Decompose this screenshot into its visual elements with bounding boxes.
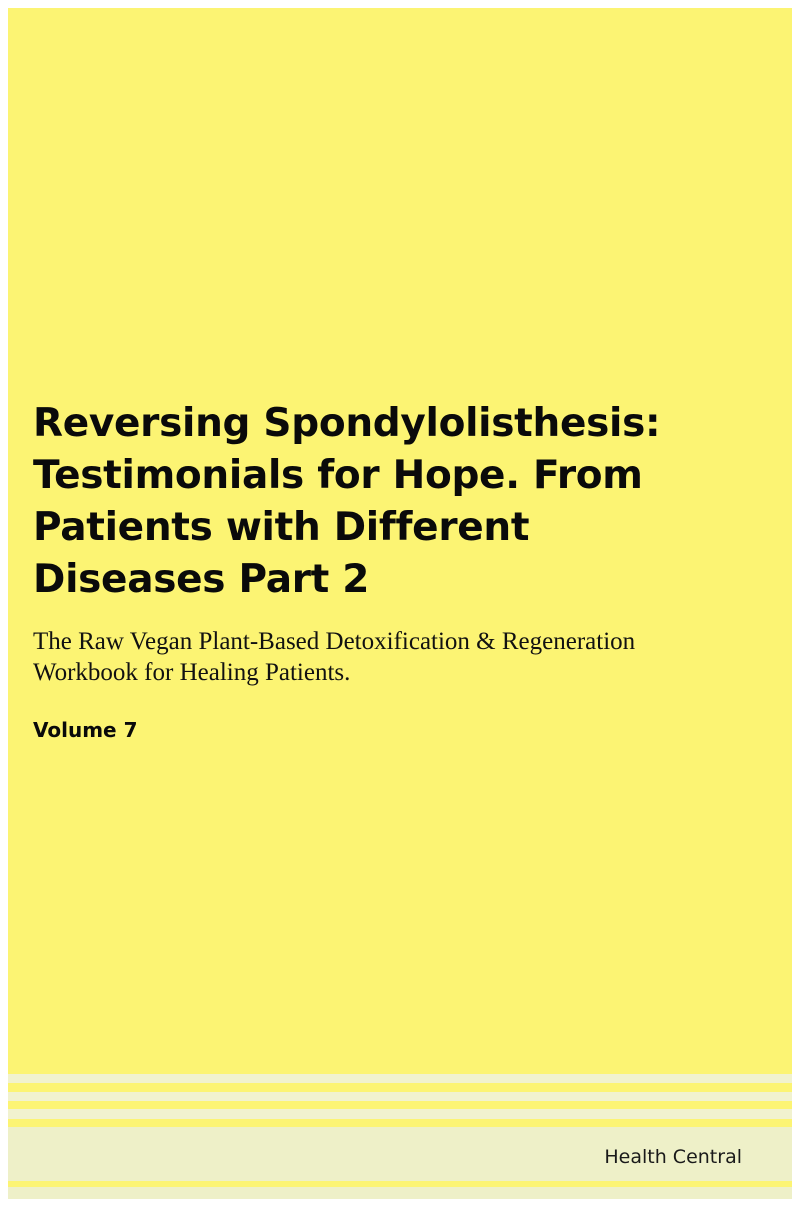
stripe-6 bbox=[8, 1119, 792, 1127]
stripe-5 bbox=[8, 1109, 792, 1119]
book-volume: Volume 7 bbox=[33, 718, 138, 742]
stripe-4 bbox=[8, 1101, 792, 1109]
decorative-stripes bbox=[8, 1074, 792, 1199]
cover-edge-bottom bbox=[0, 1199, 800, 1205]
title-block bbox=[33, 398, 733, 742]
stripe-1 bbox=[8, 1074, 792, 1083]
cover-edge-left bbox=[0, 0, 8, 1205]
book-title: Reversing Spondylolisthesis: Testimonials for Hope. From Patients with Different Diseases Part 2 bbox=[33, 401, 661, 602]
stripe-2 bbox=[8, 1083, 792, 1092]
cover-edge-right bbox=[792, 0, 800, 1205]
stripe-3 bbox=[8, 1092, 792, 1101]
book-subtitle: The Raw Vegan Plant-Based Detoxification & Regeneration Workbook for Healing Patients. bbox=[33, 628, 636, 686]
publisher-name: Health Central bbox=[604, 1146, 742, 1168]
stripe-9 bbox=[8, 1187, 792, 1199]
